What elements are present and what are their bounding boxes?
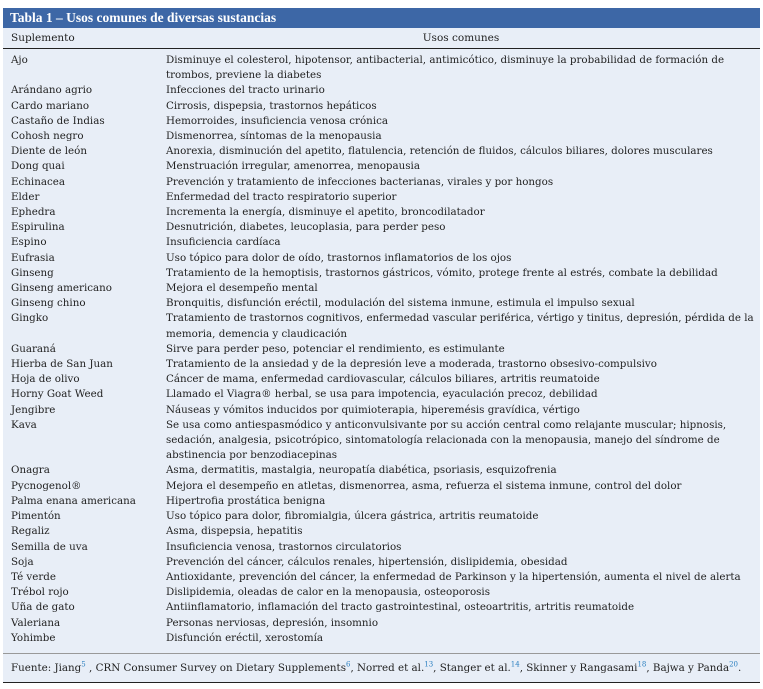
table-row — [3, 99, 760, 114]
supplement-name: Jengibre — [11, 403, 56, 416]
reference-link[interactable]: 20 — [729, 660, 739, 669]
supplement-uses: Antioxidante, prevención del cáncer, la enfermedad de Parkinson y la hipertensión, aumenta el nivel de alerta — [166, 570, 741, 583]
supplement-uses: Anorexia, disminución del apetito, flatulencia, retención de fluidos, cálculos biliares, dolores musculares — [166, 145, 713, 158]
supplement-uses: Disminuye el colesterol, hipotensor, antibacterial, antimicótico, disminuye la probabilidad de formación de trombos, previene la diabetes — [166, 54, 725, 82]
supplement-uses: Mejora el desempeño en atletas, dismenorrea, asma, refuerza el sistema inmune, control del dolor — [166, 479, 682, 492]
supplement-uses: Insuficiencia cardíaca — [166, 236, 281, 249]
table-row — [3, 600, 760, 615]
table-container — [3, 8, 760, 683]
header-uses: Usos comunes — [422, 32, 500, 44]
table-row — [3, 631, 760, 646]
supplement-name: Trébol rojo — [11, 586, 69, 599]
table-row — [3, 357, 760, 372]
supplement-uses: Hemorroides, insuficiencia venosa crónica — [166, 114, 389, 127]
separator: , — [646, 662, 653, 674]
table-row — [3, 129, 760, 144]
reference-link[interactable]: 5 — [81, 660, 86, 669]
reference-link[interactable]: 18 — [637, 660, 647, 669]
reference-link[interactable]: 14 — [510, 660, 520, 669]
supplement-uses: Insuficiencia venosa, trastornos circulatorios — [166, 540, 402, 553]
supplement-name: Castaño de Indias — [11, 114, 105, 127]
table-row — [3, 190, 760, 205]
source-name: Bajwa y Panda — [652, 662, 730, 674]
supplement-name: Semilla de uva — [11, 540, 88, 553]
table-row — [3, 387, 760, 402]
table-row — [3, 418, 760, 464]
supplement-uses: Uso tópico para dolor de oído, trastornos inflamatorios de los ojos — [166, 251, 512, 264]
supplement-name: Espirulina — [11, 221, 65, 234]
table-row — [3, 175, 760, 190]
table-row — [3, 296, 760, 311]
reference-link[interactable]: 6 — [345, 660, 351, 669]
table-row — [3, 281, 760, 296]
supplement-name: Palma enana americana — [11, 494, 136, 507]
table-body — [3, 53, 760, 646]
supplement-uses: Incrementa la energía, disminuye el apetito, broncodilatador — [166, 206, 485, 219]
supplement-name: Elder — [11, 190, 40, 203]
supplement-name: Echinacea — [11, 175, 65, 188]
table-row — [3, 524, 760, 539]
source-name: Norred et al. — [357, 662, 425, 674]
source-name: Jiang — [54, 662, 82, 674]
supplement-name: Soja — [11, 555, 34, 568]
supplement-uses: Disfunción eréctil, xerostomía — [166, 631, 324, 644]
table-row — [3, 372, 760, 387]
supplement-name: Regaliz — [11, 525, 50, 538]
supplement-name: Valeriana — [11, 616, 61, 629]
table-row — [3, 403, 760, 418]
supplement-name: Té verde — [11, 570, 56, 583]
table-row — [3, 616, 760, 631]
supplement-uses: Dislipidemia, oleadas de calor en la menopausia, osteoporosis — [166, 586, 490, 599]
table-row — [3, 540, 760, 555]
supplement-name: Onagra — [11, 464, 50, 477]
supplement-name: Diente de león — [11, 145, 87, 158]
supplement-name: Ajo — [11, 54, 28, 66]
supplement-name: Espino — [11, 236, 47, 249]
supplement-name: Cardo mariano — [11, 99, 90, 112]
supplement-uses: Asma, dispepsia, hepatitis — [166, 525, 303, 538]
table-title: Tabla 1 – Usos comunes de diversas sustancias — [3, 8, 760, 28]
table-row — [3, 144, 760, 159]
supplement-name: Ephedra — [11, 206, 56, 219]
table-row — [3, 235, 760, 250]
supplement-uses: Uso tópico para dolor, fibromialgia, úlcera gástrica, artritis reumatoide — [166, 510, 539, 523]
supplement-uses: Menstruación irregular, amenorrea, menopausia — [166, 160, 420, 173]
supplement-uses: Hipertrofia prostática benigna — [166, 494, 326, 507]
supplement-uses: Mejora el desempeño mental — [166, 282, 318, 295]
table-row — [3, 479, 760, 494]
table-row — [3, 463, 760, 478]
table-row — [3, 342, 760, 357]
supplement-uses: Infecciones del tracto urinario — [166, 84, 325, 97]
supplement-uses: Bronquitis, disfunción eréctil, modulación del sistema inmune, estimula el impulso sexual — [166, 297, 635, 310]
supplement-name: Hierba de San Juan — [11, 358, 113, 371]
footer-prefix: Fuente: — [11, 662, 55, 674]
source-name: Skinner y Rangasami — [526, 662, 638, 674]
supplement-uses: Tratamiento de la hemoptisis, trastornos gástricos, vómito, protege frente al estrés, combate la debilidad — [166, 266, 718, 279]
column-headers — [3, 28, 760, 49]
supplement-uses: Llamado el Viagra® herbal, se usa para impotencia, eyaculación precoz, debilidad — [166, 388, 598, 401]
supplement-name: Ginseng — [11, 266, 54, 279]
supplement-uses: Náuseas y vómitos inducidos por quimioterapia, hiperemésis gravídica, vértigo — [166, 403, 580, 416]
table-row — [3, 311, 760, 341]
source-name: CRN Consumer Survey on Dietary Supplements — [95, 662, 346, 674]
table-row — [3, 83, 760, 98]
supplement-name: Pycnogenol® — [11, 479, 82, 492]
separator: . — [738, 662, 742, 674]
table-row — [3, 251, 760, 266]
supplement-uses: Antiinflamatorio, inflamación del tracto gastrointestinal, osteoartritis, artritis reumatoide — [166, 601, 635, 614]
supplement-uses: Personas nerviosas, depresión, insomnio — [166, 616, 379, 629]
supplement-name: Pimentón — [11, 510, 61, 523]
source-name: Stanger et al. — [439, 662, 511, 674]
supplement-uses: Se usa como antiespasmódico y anticonvulsivante por su acción central como relajante muscular; hipnosis, sedación, analgesia, psicotrópico, sintomatología relacionada con la menopausia, manejo del síndrome de abstinencia por benzodiacepinas — [166, 418, 727, 462]
supplement-uses: Cáncer de mama, enfermedad cardiovascular, cálculos biliares, artritis reumatoide — [166, 373, 600, 386]
supplement-name: Guaraná — [11, 342, 56, 355]
table-row — [3, 220, 760, 235]
supplement-name: Kava — [11, 418, 37, 431]
supplement-uses: Sirve para perder peso, potenciar el rendimiento, es estimulante — [166, 342, 505, 355]
supplement-uses: Asma, dermatitis, mastalgia, neuropatía diabética, psoriasis, esquizofrenia — [166, 464, 557, 477]
supplement-name: Dong quai — [11, 160, 65, 173]
supplement-name: Uña de gato — [11, 601, 75, 614]
supplement-name: Yohimbe — [11, 631, 56, 644]
table-row — [3, 494, 760, 509]
table-footer — [3, 653, 760, 683]
supplement-uses: Dismenorrea, síntomas de la menopausia — [166, 130, 382, 143]
supplement-uses: Tratamiento de trastornos cognitivos, enfermedad vascular periférica, vértigo y tinitus, depresión, pérdida de la memoria, demencia y claudicación — [166, 312, 754, 340]
separator: , — [433, 662, 440, 674]
supplement-name: Cohosh negro — [11, 130, 84, 143]
table-row — [3, 205, 760, 220]
table-row — [3, 555, 760, 570]
supplement-name: Arándano agrio — [11, 84, 93, 97]
reference-link[interactable]: 13 — [424, 660, 434, 669]
separator: , — [350, 662, 357, 674]
supplement-name: Gingko — [11, 312, 49, 325]
supplement-uses: Prevención del cáncer, cálculos renales, hipertensión, dislipidemia, obesidad — [166, 555, 568, 568]
table-row — [3, 53, 760, 83]
supplement-uses: Cirrosis, dispepsia, trastornos hepáticos — [166, 99, 377, 112]
supplement-name: Hoja de olivo — [11, 373, 80, 386]
supplement-name: Eufrasia — [11, 251, 55, 264]
table-row — [3, 114, 760, 129]
supplement-uses: Desnutrición, diabetes, leucoplasia, para perder peso — [166, 221, 446, 234]
table-row — [3, 159, 760, 174]
supplement-name: Ginseng americano — [11, 282, 112, 295]
supplement-name: Ginseng chino — [11, 297, 86, 310]
supplement-uses: Enfermedad del tracto respiratorio superior — [166, 190, 397, 203]
table-row — [3, 266, 760, 281]
supplement-uses: Tratamiento de la ansiedad y de la depresión leve a moderada, trastorno obsesivo-compulsivo — [166, 358, 657, 371]
header-supplement: Suplemento — [11, 32, 75, 44]
supplement-name: Horny Goat Weed — [11, 388, 104, 401]
separator: , — [519, 662, 527, 674]
table-row — [3, 509, 760, 524]
table-row — [3, 585, 760, 600]
supplement-uses: Prevención y tratamiento de infecciones bacterianas, virales y por hongos — [166, 175, 554, 188]
footer-sources — [54, 662, 741, 674]
table-row — [3, 570, 760, 585]
separator: , — [85, 662, 96, 674]
